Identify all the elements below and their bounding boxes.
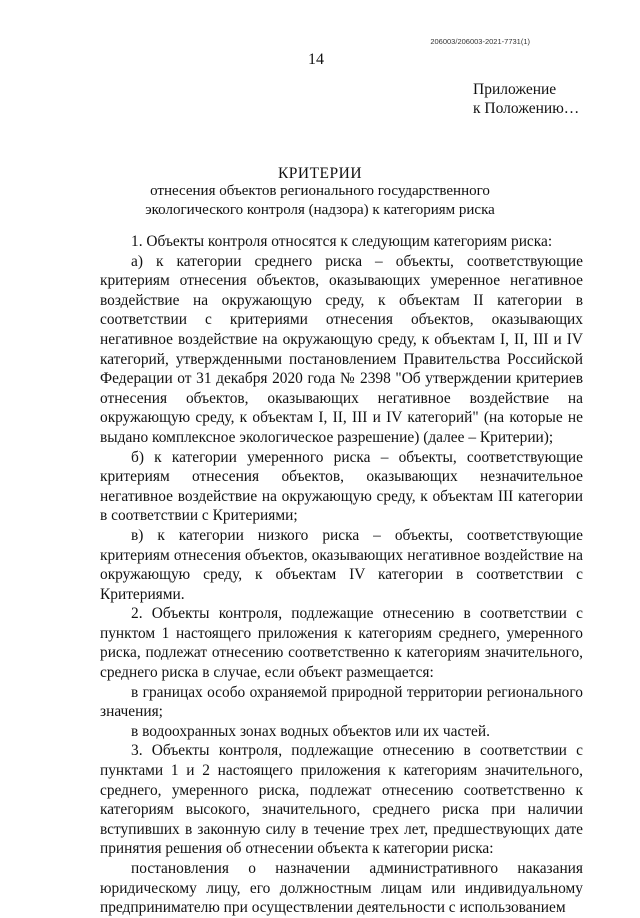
title-heading: КРИТЕРИИ [277,165,363,182]
page-number: 14 [308,51,324,68]
appendix-line-1: Приложение [473,81,557,98]
paragraph-1b: б) к категории умеренного риска – объекты, соответствующие критериям отнесения объектов, оказывающих незначительное негативное воздействие на окружающую среду, к объектам III категории в соответствии с Критериями; [100,448,583,525]
document-id: 206003/206003-2021-7731(1) [430,37,530,46]
title-subtitle-line-1: отнесения объектов регионального государственного [150,183,490,199]
paragraph-2-item-2: в водоохранных зонах водных объектов или их частей. [131,722,490,740]
paragraph-1: 1. Объекты контроля относятся к следующим категориям риска: [131,233,553,250]
paragraph-1a: а) к категории среднего риска – объекты, соответствующие критериям отнесения объектов, оказывающих умеренное негативное воздействие на окружающую среду, к объектам II категории в соответствии с критериями отнесения объектов, оказывающих негативное воздействие на окружающую среду, к объектам I, II, III и IV категорий, утвержденными постановлением Правительства Российской Федерации от 31 декабря 2020 года № 2398 "Об утверждении критериев отнесения объектов, оказывающих негативное воздействие на окружающую среду, к объектам I, II, III и IV категорий" (на которые не выдано комплексное экологическое разрешение) (далее – Критерии); [100,252,583,446]
appendix-line-2: к Положению… [473,100,580,117]
title-subtitle-line-2: экологического контроля (надзора) к категориям риска [145,201,495,218]
paragraph-2: 2. Объекты контроля, подлежащие отнесению в соответствии с пунктом 1 настоящего приложения к категориям среднего, умеренного риска, подлежат отнесению соответственно к категориям значительного, среднего риска в случае, если объект размещается: [100,605,583,682]
document-body [100,232,583,918]
paragraph-1c: в) к категории низкого риска – объекты, соответствующие критериям отнесения объектов, оказывающих негативное воздействие на окружающую среду, к объектам IV категории в соответствии с Критериями. [100,526,583,603]
appendix-reference [473,80,579,118]
paragraph-3-item-1: постановления о назначении административного наказания юридическому лицу, его должностным лицам или индивидуальному предпринимателю при осуществлении деятельности с использованием [100,860,583,917]
document-title [0,164,640,220]
paragraph-3: 3. Объекты контроля, подлежащие отнесению в соответствии с пунктами 1 и 2 настоящего приложения к категориям значительного, среднего, умеренного риска, подлежат отнесению соответственно к категориям высокого, значительного, среднего риска при наличии вступивших в законную силу в течение трех лет, предшествующих дате принятия решения об отнесении объекта к категории риска: [100,742,583,858]
paragraph-2-item-1: в границах особо охраняемой природной территории регионального значения; [100,683,583,721]
